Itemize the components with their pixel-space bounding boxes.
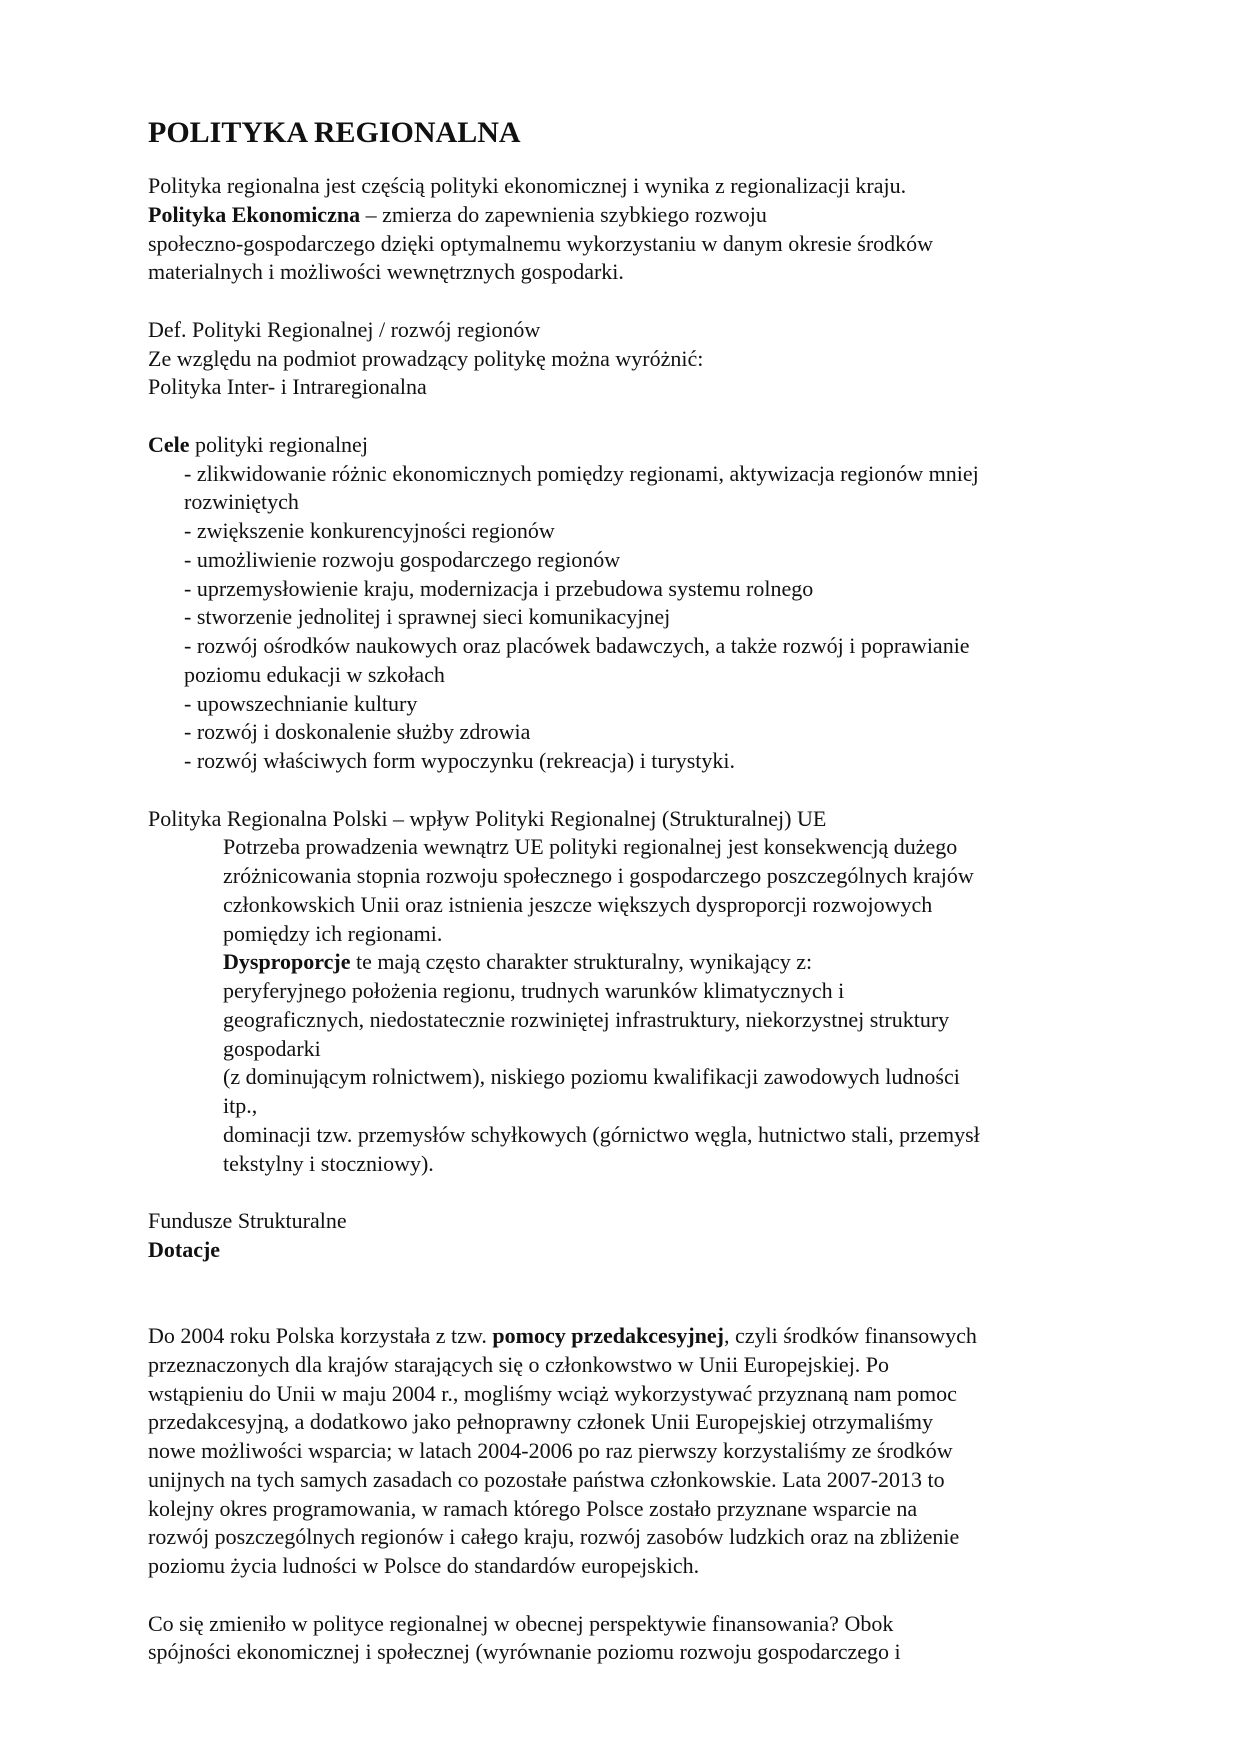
blank-line <box>148 287 980 316</box>
text-line <box>148 1035 980 1064</box>
text-line <box>148 201 980 230</box>
text-run: dominacji tzw. przemysłów schyłkowych (górnictwo węgla, hutnictwo stali, przemysł <box>223 1121 980 1147</box>
text-run: Do 2004 roku Polska korzystała z tzw. <box>148 1323 493 1348</box>
text-run: przedakcesyjną, a dodatkowo jako pełnoprawny członek Unii Europejskiej otrzymaliśmy <box>148 1409 934 1435</box>
bold-text: pomocy przedakcesyjnej <box>492 1323 724 1348</box>
text-run: rozwiniętych <box>184 489 299 515</box>
text-line <box>148 172 980 201</box>
text-run: przeznaczonych dla krajów starających się o członkowstwo w Unii Europejskiej. Po <box>148 1351 890 1377</box>
text-run: Polityka regionalna jest częścią polityki ekonomicznej i wynika z regionalizacji kraju. <box>148 173 907 198</box>
text-line <box>148 862 980 891</box>
text-run: - rozwój ośrodków naukowych oraz placówek badawczych, a także rozwój i poprawianie <box>184 633 970 658</box>
text-line <box>148 661 980 690</box>
text-line <box>148 1150 980 1179</box>
text-line <box>148 805 980 834</box>
text-run: społeczno-gospodarczego dzięki optymalnemu wykorzystaniu w danym okresie środków <box>148 230 934 256</box>
blank-line <box>148 1293 980 1322</box>
text-line <box>148 1523 980 1552</box>
text-line <box>148 575 980 604</box>
text-run: Polityka Inter- i Intraregionalna <box>148 374 427 400</box>
blank-line <box>148 1581 980 1610</box>
text-line <box>148 833 980 862</box>
text-line <box>148 891 980 920</box>
text-run: kolejny okres programowania, w ramach którego Polsce zostało przyznane wsparcie na <box>148 1495 918 1521</box>
text-line <box>148 1092 980 1121</box>
text-run: Def. Polityki Regionalnej / rozwój regionów <box>148 316 541 342</box>
text-run: rozwój poszczególnych regionów i całego kraju, rozwój zasobów ludzkich oraz na zbliżenie <box>148 1524 960 1550</box>
text-line <box>148 258 980 287</box>
bold-text: Dysproporcje <box>223 949 351 975</box>
text-run: Co się zmieniło w polityce regionalnej w obecnej perspektywie finansowania? Obok <box>148 1610 894 1636</box>
text-line <box>148 718 980 747</box>
text-line <box>148 230 980 259</box>
text-line <box>148 1610 980 1639</box>
text-run: polityki regionalnej <box>189 431 368 457</box>
text-run: - rozwój właściwych form wypoczynku (rekreacja) i turystyki. <box>184 748 736 773</box>
text-line <box>148 977 980 1006</box>
text-line <box>148 948 980 977</box>
text-line <box>148 920 980 949</box>
text-run: (z dominującym rolnictwem), niskiego poziomu kwalifikacji zawodowych ludności <box>223 1064 960 1090</box>
text-run: poziomu życia ludności w Polsce do standardów europejskich. <box>148 1553 700 1578</box>
text-line <box>148 1437 980 1466</box>
text-run: nowe możliwości wsparcia; w latach 2004-2006 po raz pierwszy korzystaliśmy ze środków <box>148 1438 953 1463</box>
text-run: wstąpieniu do Unii w maju 2004 r., mogliśmy wciąż wykorzystywać przyznaną nam pomoc <box>148 1380 957 1406</box>
text-line <box>148 1380 980 1409</box>
text-line <box>148 460 980 489</box>
text-run: - umożliwienie rozwoju gospodarczego regionów <box>184 546 621 572</box>
text-run: Potrzeba prowadzenia wewnątrz UE polityki regionalnej jest konsekwencją dużego <box>223 834 958 860</box>
text-run: peryferyjnego położenia regionu, trudnych warunków klimatycznych i <box>223 978 845 1003</box>
text-run: - uprzemysłowienie kraju, modernizacja i przebudowa systemu rolnego <box>184 575 814 601</box>
text-run: zróżnicowania stopnia rozwoju społecznego i gospodarczego poszczególnych krajów <box>223 863 974 888</box>
text-run: materialnych i możliwości wewnętrznych gospodarki. <box>148 259 624 285</box>
text-run: Ze względu na podmiot prowadzący politykę można wyróżnić: <box>148 345 704 371</box>
text-run: te mają często charakter strukturalny, wynikający z: <box>350 949 813 975</box>
text-run: - upowszechnianie kultury <box>184 690 418 716</box>
text-line <box>148 603 980 632</box>
text-run: tekstylny i stoczniowy). <box>223 1150 434 1176</box>
bold-text: Polityka Ekonomiczna <box>148 201 361 227</box>
document-title: POLITYKA REGIONALNA <box>148 116 521 150</box>
text-run: - zlikwidowanie różnic ekonomicznych pomiędzy regionami, aktywizacja regionów mniej <box>184 460 979 486</box>
text-run: itp., <box>223 1093 258 1118</box>
text-line <box>148 1552 980 1581</box>
blank-line <box>148 1265 980 1294</box>
text-run: gospodarki <box>223 1035 321 1061</box>
text-line <box>148 1063 980 1092</box>
text-line <box>148 747 980 776</box>
text-line <box>148 632 980 661</box>
text-line <box>148 690 980 719</box>
text-line <box>148 546 980 575</box>
bold-text: Cele <box>148 431 190 457</box>
text-run: - stworzenie jednolitej i sprawnej sieci komunikacyjnej <box>184 604 671 630</box>
blank-line <box>148 776 980 805</box>
text-run: - rozwój i doskonalenie służby zdrowia <box>184 719 531 745</box>
text-line <box>148 1121 980 1150</box>
text-line <box>148 1006 980 1035</box>
text-run: członkowskich Unii oraz istnienia jeszcze większych dysproporcji rozwojowych <box>223 891 933 917</box>
text-line <box>148 345 980 374</box>
text-line <box>148 1322 980 1351</box>
text-line <box>148 373 980 402</box>
text-run: – zmierza do zapewnienia szybkiego rozwoju <box>360 201 767 227</box>
blank-line <box>148 402 980 431</box>
text-run: Fundusze Strukturalne <box>148 1208 347 1233</box>
text-run: geograficznych, niedostatecznie rozwiniętej infrastruktury, niekorzystnej struktury <box>223 1006 950 1032</box>
text-line <box>148 517 980 546</box>
text-line <box>148 1638 980 1667</box>
text-run: , czyli środków finansowych <box>723 1323 977 1348</box>
text-line <box>148 431 980 460</box>
bold-text: Dotacje <box>148 1236 221 1262</box>
text-run: pomiędzy ich regionami. <box>223 920 443 946</box>
text-run: poziomu edukacji w szkołach <box>184 661 445 687</box>
text-line <box>148 488 980 517</box>
text-line <box>148 1466 980 1495</box>
text-run: Polityka Regionalna Polski – wpływ Polityki Regionalnej (Strukturalnej) UE <box>148 805 827 831</box>
text-line <box>148 1495 980 1524</box>
text-line <box>148 316 980 345</box>
text-line <box>148 1408 980 1437</box>
text-line <box>148 1351 980 1380</box>
blank-line <box>148 1178 980 1207</box>
text-run: - zwiększenie konkurencyjności regionów <box>184 518 555 543</box>
text-line <box>148 1207 980 1236</box>
text-run: spójności ekonomicznej i społecznej (wyrównanie poziomu rozwoju gospodarczego i <box>148 1639 901 1665</box>
text-line <box>148 1236 980 1265</box>
text-run: unijnych na tych samych zasadach co pozostałe państwa członkowskie. Lata 2007-2013 to <box>148 1466 945 1492</box>
document-body <box>148 172 980 1667</box>
